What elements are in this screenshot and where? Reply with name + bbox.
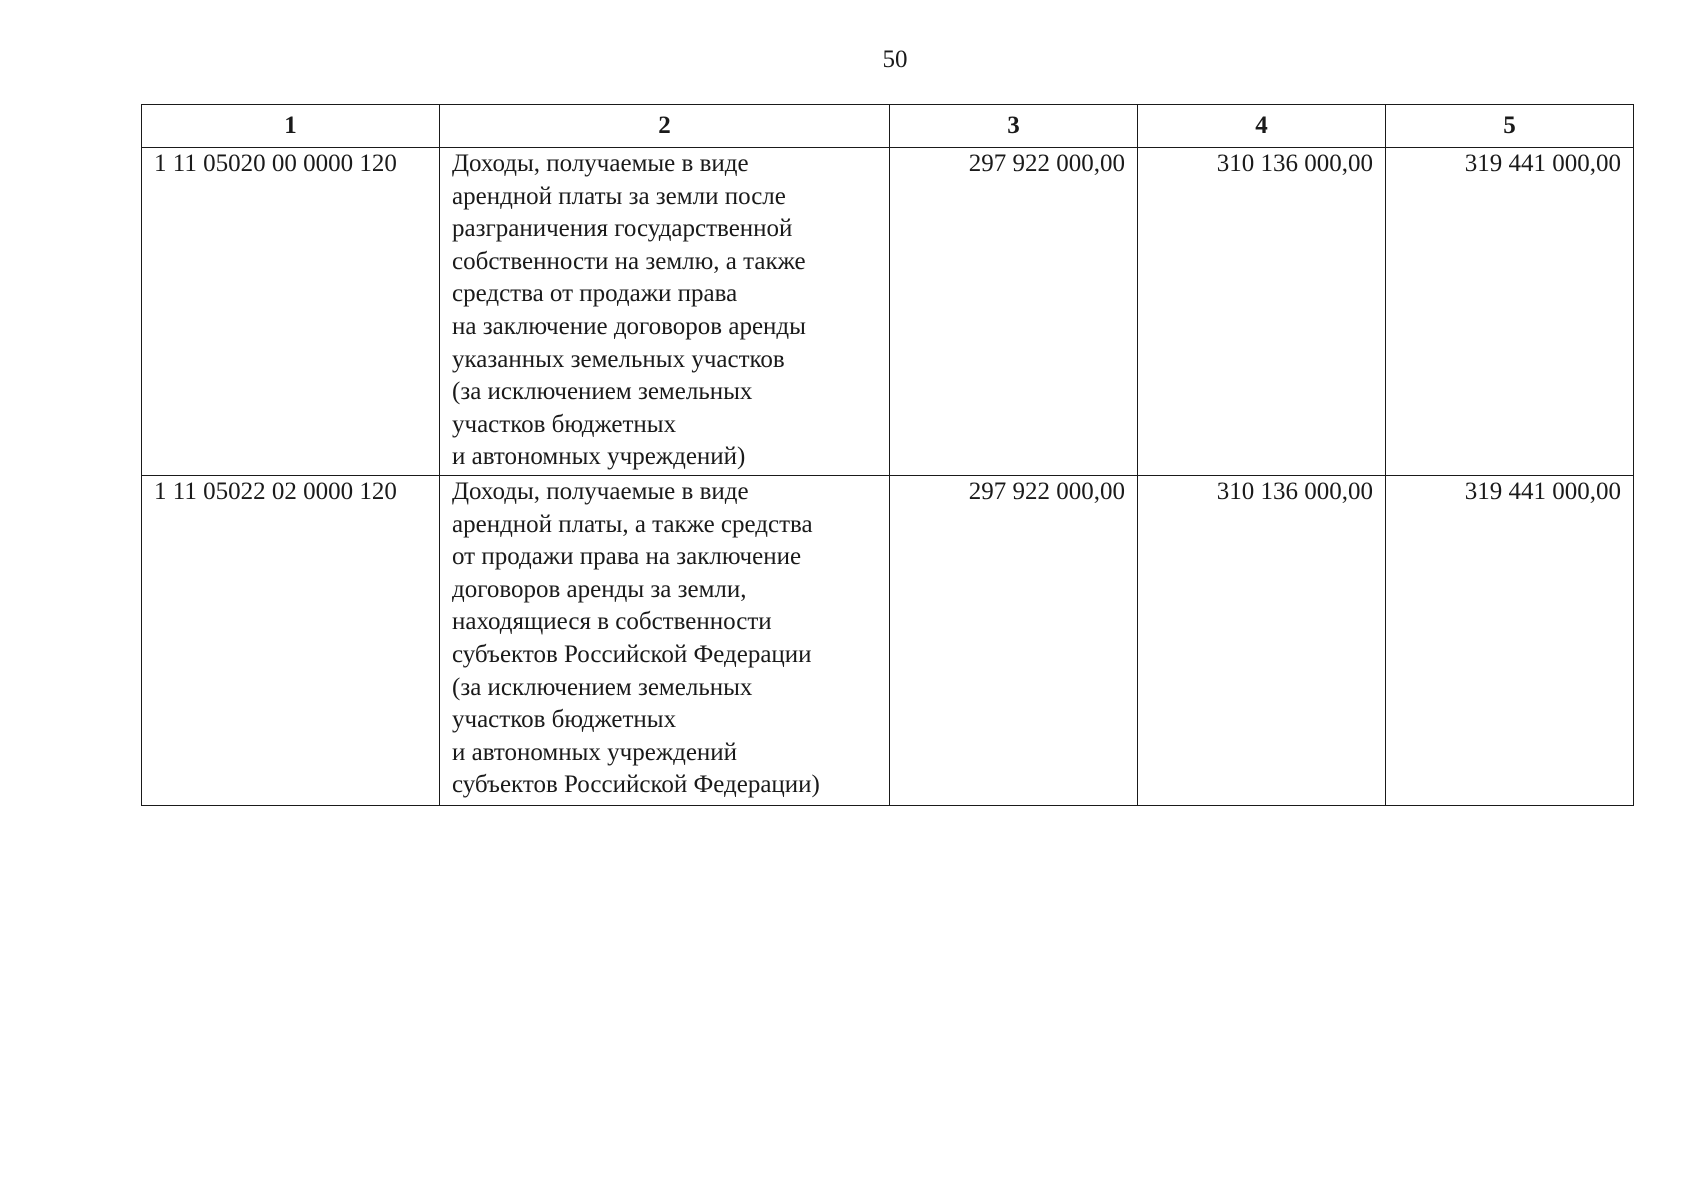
description-line: арендной платы, а также средства bbox=[452, 510, 813, 538]
budget-revenue-table bbox=[141, 104, 1634, 806]
description-cell bbox=[440, 476, 890, 806]
column-header-1: 1 bbox=[142, 105, 440, 148]
description-line: и автономных учреждений bbox=[452, 738, 738, 766]
description-line: собственности на землю, а также bbox=[452, 247, 806, 275]
description-line: участков бюджетных bbox=[452, 410, 677, 438]
description-line: арендной платы за земли после bbox=[452, 182, 786, 210]
table-row bbox=[142, 476, 1634, 806]
description-cell bbox=[440, 148, 890, 476]
column-header-3: 3 bbox=[890, 105, 1138, 148]
description-line: договоров аренды за земли, bbox=[452, 575, 747, 603]
table-header-row bbox=[142, 105, 1634, 148]
amount-col5-cell: 319 441 000,00 bbox=[1386, 148, 1634, 476]
description-line: субъектов Российской Федерации) bbox=[452, 771, 820, 799]
page-number: 50 bbox=[882, 46, 908, 73]
description-line: разграничения государственной bbox=[452, 215, 793, 243]
amount-col5-cell: 319 441 000,00 bbox=[1386, 476, 1634, 806]
column-header-4: 4 bbox=[1138, 105, 1386, 148]
description-line: Доходы, получаемые в виде bbox=[452, 478, 749, 505]
description-line: и автономных учреждений) bbox=[452, 443, 746, 471]
description-line: на заключение договоров аренды bbox=[452, 312, 806, 340]
description-line: от продажи права на заключение bbox=[452, 543, 802, 571]
description-line: субъектов Российской Федерации bbox=[452, 640, 812, 668]
budget-code-cell: 1 11 05022 02 0000 120 bbox=[142, 476, 440, 806]
amount-col4-cell: 310 136 000,00 bbox=[1138, 476, 1386, 806]
table-row bbox=[142, 148, 1634, 476]
column-header-2: 2 bbox=[440, 105, 890, 148]
amount-col4-cell: 310 136 000,00 bbox=[1138, 148, 1386, 476]
column-header-5: 5 bbox=[1386, 105, 1634, 148]
amount-col3-cell: 297 922 000,00 bbox=[890, 148, 1138, 476]
description-line: средства от продажи права bbox=[452, 280, 738, 308]
description-line: Доходы, получаемые в виде bbox=[452, 150, 749, 177]
description-line: (за исключением земельных bbox=[452, 378, 753, 406]
description-line: (за исключением земельных bbox=[452, 673, 753, 701]
description-line: находящиеся в собственности bbox=[452, 608, 772, 636]
amount-col3-cell: 297 922 000,00 bbox=[890, 476, 1138, 806]
description-line: указанных земельных участков bbox=[452, 345, 785, 373]
budget-code-cell: 1 11 05020 00 0000 120 bbox=[142, 148, 440, 476]
description-line: участков бюджетных bbox=[452, 706, 677, 734]
